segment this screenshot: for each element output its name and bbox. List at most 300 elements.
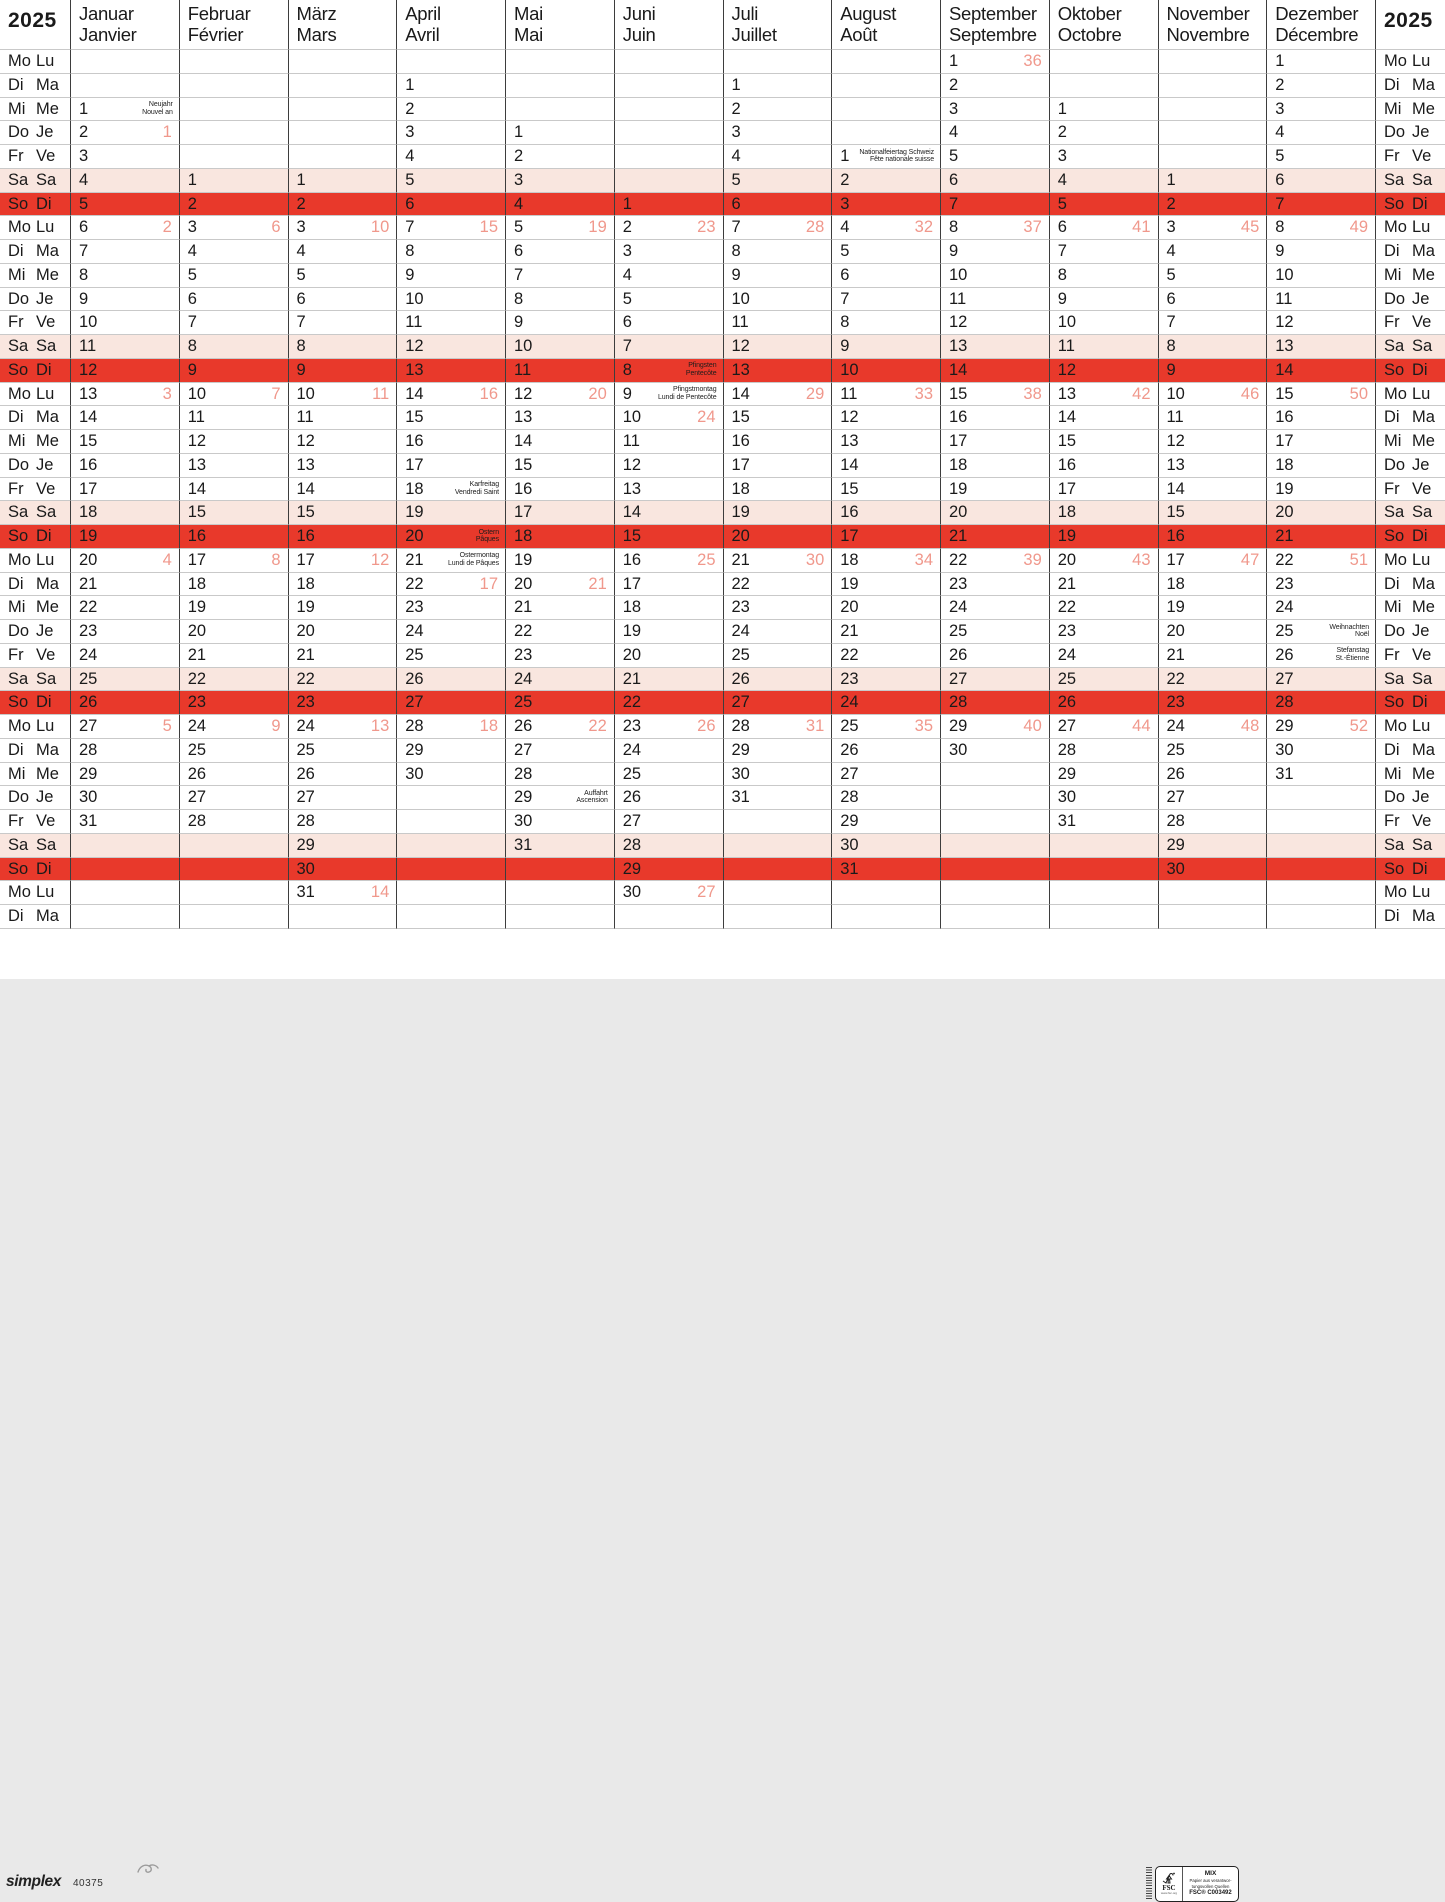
day-number: 11: [514, 360, 532, 379]
day-number: 26: [1057, 693, 1077, 712]
day-number: 5: [1166, 265, 1176, 284]
day-number: 7: [622, 337, 632, 356]
day-cell: [831, 644, 940, 668]
weekday-label-left: Mo Lu: [0, 216, 70, 240]
day-cell: [940, 786, 1049, 810]
day-cell: [1158, 454, 1267, 478]
day-number: 7: [296, 313, 306, 332]
day-number: 20: [1166, 622, 1185, 641]
day-number: 22: [514, 622, 533, 641]
day-number: 19: [296, 598, 315, 617]
day-number: 9: [622, 384, 632, 403]
day-cell: [831, 264, 940, 288]
day-cell: [505, 739, 614, 763]
day-cell: [396, 216, 505, 240]
day-cell: [940, 288, 1049, 312]
day-number: 7: [187, 313, 197, 332]
weekday-label-right: Mo Lu: [1375, 383, 1445, 407]
day-number: 11: [731, 313, 749, 332]
week-number: 9: [271, 717, 281, 736]
day-cell: [505, 858, 614, 882]
weekday-label-right: Mo Lu: [1375, 216, 1445, 240]
day-cell: [1266, 50, 1375, 74]
week-number: 26: [697, 717, 716, 736]
day-number: 15: [622, 527, 642, 546]
day-number: 28: [949, 693, 968, 712]
day-number: 17: [622, 574, 642, 593]
day-cell: [179, 881, 288, 905]
day-cell: [940, 715, 1049, 739]
day-cell: [70, 74, 179, 98]
day-cell: [831, 810, 940, 834]
day-number: 5: [79, 194, 89, 213]
day-number: 16: [514, 479, 533, 498]
day-number: 2: [622, 218, 632, 237]
day-cell: [614, 335, 723, 359]
day-cell: [1266, 525, 1375, 549]
day-number: 19: [187, 598, 207, 617]
holiday-label: Auffahrt Ascension: [576, 789, 608, 805]
week-number: 10: [370, 218, 390, 237]
day-cell: [614, 786, 723, 810]
day-number: 28: [840, 788, 859, 807]
day-number: 19: [622, 622, 642, 641]
day-number: 27: [840, 764, 859, 783]
day-cell: [288, 121, 397, 145]
day-number: 22: [405, 574, 424, 593]
weekday-label-right: Sa Sa: [1375, 834, 1445, 858]
weekday-label-right: So Di: [1375, 525, 1445, 549]
weekday-label-right: Mo Lu: [1375, 50, 1445, 74]
day-number: 28: [514, 764, 533, 783]
day-number: 12: [79, 360, 98, 379]
day-cell: [70, 858, 179, 882]
day-number: 31: [1057, 812, 1077, 831]
day-cell: [179, 573, 288, 597]
day-number: 22: [622, 693, 642, 712]
weekday-label-left: Sa Sa: [0, 834, 70, 858]
day-cell: [940, 763, 1049, 787]
day-cell: [1266, 193, 1375, 217]
day-number: 10: [622, 408, 642, 427]
day-number: 31: [296, 883, 315, 902]
week-number: 11: [372, 384, 390, 403]
day-number: 14: [1166, 479, 1185, 498]
weekday-label-left: Do Je: [0, 786, 70, 810]
day-number: 26: [514, 717, 533, 736]
day-cell: [831, 501, 940, 525]
day-number: 26: [731, 669, 750, 688]
day-cell: [940, 810, 1049, 834]
day-cell: [940, 193, 1049, 217]
day-cell: [179, 858, 288, 882]
day-cell: [288, 834, 397, 858]
day-cell: [288, 454, 397, 478]
day-cell: [288, 335, 397, 359]
day-number: 21: [1166, 645, 1185, 664]
day-number: 1: [79, 99, 89, 118]
day-cell: [1049, 98, 1158, 122]
day-number: 1: [949, 52, 959, 70]
day-cell: [179, 739, 288, 763]
day-number: 23: [187, 693, 207, 712]
day-cell: [505, 620, 614, 644]
day-number: 1: [840, 147, 850, 166]
day-cell: [1266, 240, 1375, 264]
weekday-label-right: Mi Me: [1375, 98, 1445, 122]
day-number: 12: [514, 384, 533, 403]
day-cell: [179, 501, 288, 525]
day-cell: [1158, 596, 1267, 620]
week-number: 51: [1349, 550, 1368, 569]
day-cell: [70, 810, 179, 834]
day-cell: [831, 406, 940, 430]
day-cell: [614, 50, 723, 74]
day-cell: [288, 715, 397, 739]
day-cell: [179, 264, 288, 288]
day-cell: [179, 763, 288, 787]
day-number: 19: [731, 503, 750, 522]
day-number: 30: [731, 764, 750, 783]
day-cell: [1266, 644, 1375, 668]
weekday-label-right: Mi Me: [1375, 430, 1445, 454]
day-number: 6: [187, 289, 197, 308]
day-cell: [179, 359, 288, 383]
day-number: 23: [1166, 693, 1185, 712]
day-number: 3: [296, 218, 306, 237]
day-cell: [940, 169, 1049, 193]
day-cell: [505, 763, 614, 787]
calendar-grid: [0, 0, 1445, 929]
weekday-label-right: Di Ma: [1375, 240, 1445, 264]
day-cell: [288, 644, 397, 668]
day-cell: [614, 858, 723, 882]
day-number: 21: [840, 622, 859, 641]
day-number: 25: [1166, 740, 1185, 759]
day-cell: [1266, 406, 1375, 430]
day-cell: [505, 50, 614, 74]
day-cell: [614, 145, 723, 169]
weekday-label-left: Do Je: [0, 288, 70, 312]
day-cell: [723, 691, 832, 715]
day-cell: [505, 264, 614, 288]
day-number: 9: [187, 360, 197, 379]
day-cell: [940, 905, 1049, 929]
weekday-label-left: Mi Me: [0, 430, 70, 454]
day-number: 24: [622, 740, 642, 759]
day-cell: [70, 264, 179, 288]
day-cell: [940, 121, 1049, 145]
weekday-label-left: Di Ma: [0, 573, 70, 597]
day-number: 29: [79, 764, 98, 783]
day-number: 13: [731, 360, 750, 379]
day-cell: [1266, 430, 1375, 454]
week-number: 14: [370, 883, 390, 902]
day-cell: [396, 668, 505, 692]
day-number: 24: [1166, 717, 1185, 736]
day-number: 30: [622, 883, 642, 902]
day-cell: [505, 501, 614, 525]
day-cell: [70, 335, 179, 359]
day-number: 24: [1057, 645, 1077, 664]
day-number: 11: [949, 289, 967, 308]
day-number: 27: [1166, 788, 1185, 807]
day-number: 14: [1057, 408, 1077, 427]
day-cell: [614, 430, 723, 454]
day-cell: [1049, 573, 1158, 597]
day-cell: [396, 121, 505, 145]
day-number: 10: [405, 289, 424, 308]
day-number: 25: [1275, 622, 1294, 641]
day-number: 2: [296, 194, 306, 213]
day-cell: [1158, 264, 1267, 288]
weekday-label-left: Mo Lu: [0, 50, 70, 74]
day-number: 20: [79, 550, 98, 569]
day-cell: [1266, 335, 1375, 359]
day-cell: [288, 193, 397, 217]
day-number: 8: [187, 337, 197, 356]
day-cell: [179, 691, 288, 715]
day-cell: [396, 478, 505, 502]
day-number: 24: [949, 598, 968, 617]
day-number: 10: [1057, 313, 1077, 332]
day-cell: [831, 858, 940, 882]
week-number: 25: [697, 550, 716, 569]
day-number: 30: [79, 788, 98, 807]
day-cell: [505, 383, 614, 407]
day-cell: [288, 881, 397, 905]
day-cell: [396, 858, 505, 882]
day-cell: [70, 98, 179, 122]
day-number: 21: [1275, 527, 1294, 546]
holiday-label: Stefanstag St.-Étienne: [1335, 647, 1369, 662]
day-number: 3: [405, 123, 415, 142]
day-cell: [1158, 193, 1267, 217]
day-number: 9: [79, 289, 89, 308]
day-cell: [1158, 573, 1267, 597]
day-number: 8: [405, 242, 415, 261]
day-cell: [505, 169, 614, 193]
day-cell: [1049, 406, 1158, 430]
day-cell: [940, 74, 1049, 98]
day-number: 12: [187, 432, 207, 451]
day-cell: [614, 240, 723, 264]
fsc-text-line1: Papier aus verantwor-: [1189, 1877, 1232, 1883]
day-number: 5: [514, 218, 524, 237]
day-number: 19: [1275, 479, 1294, 498]
day-cell: [940, 264, 1049, 288]
day-number: 22: [296, 669, 315, 688]
day-cell: [723, 810, 832, 834]
day-cell: [1158, 525, 1267, 549]
day-number: 11: [79, 337, 97, 356]
weekday-label-right: Fr Ve: [1375, 311, 1445, 335]
day-cell: [614, 525, 723, 549]
day-number: 6: [731, 194, 741, 213]
day-cell: [505, 193, 614, 217]
holiday-label: Ostermontag Lundi de Pâques: [447, 552, 499, 567]
day-number: 7: [731, 218, 741, 237]
weekday-label-right: Fr Ve: [1375, 145, 1445, 169]
day-cell: [940, 501, 1049, 525]
year-title-left: 2025: [0, 0, 70, 50]
day-number: 8: [296, 337, 306, 356]
day-cell: [396, 810, 505, 834]
day-cell: [1266, 620, 1375, 644]
day-cell: [723, 74, 832, 98]
day-number: 6: [296, 289, 306, 308]
day-cell: [505, 691, 614, 715]
day-cell: [396, 74, 505, 98]
day-cell: [505, 145, 614, 169]
day-cell: [1158, 501, 1267, 525]
day-number: 31: [514, 835, 533, 854]
day-number: 20: [840, 598, 859, 617]
week-number: 38: [1023, 384, 1042, 403]
day-cell: [505, 288, 614, 312]
day-number: 26: [622, 788, 642, 807]
day-cell: [940, 383, 1049, 407]
day-cell: [505, 644, 614, 668]
day-number: 10: [731, 289, 750, 308]
day-cell: [179, 288, 288, 312]
day-number: 16: [622, 550, 642, 569]
week-number: 2: [162, 218, 172, 237]
day-cell: [723, 525, 832, 549]
day-number: 12: [405, 337, 424, 356]
weekday-label-right: Do Je: [1375, 620, 1445, 644]
day-cell: [1158, 905, 1267, 929]
day-cell: [396, 240, 505, 264]
day-cell: [288, 905, 397, 929]
day-cell: [1049, 786, 1158, 810]
fsc-text-line2: tungsvollen Quellen: [1191, 1883, 1230, 1889]
weekday-label-left: Fr Ve: [0, 311, 70, 335]
day-cell: [723, 359, 832, 383]
week-number: 41: [1132, 218, 1151, 237]
day-cell: [396, 383, 505, 407]
day-number: 2: [731, 99, 741, 118]
day-number: 5: [296, 265, 306, 284]
day-number: 27: [949, 669, 968, 688]
day-cell: [1049, 454, 1158, 478]
week-number: 29: [805, 384, 825, 403]
weekday-label-left: Sa Sa: [0, 169, 70, 193]
day-cell: [831, 288, 940, 312]
weekday-label-left: Fr Ve: [0, 644, 70, 668]
day-number: 26: [840, 740, 859, 759]
week-number: 7: [271, 384, 281, 403]
day-cell: [70, 193, 179, 217]
day-number: 29: [731, 740, 750, 759]
day-cell: [1158, 430, 1267, 454]
day-cell: [723, 834, 832, 858]
day-number: 17: [731, 455, 750, 474]
day-cell: [1266, 834, 1375, 858]
day-number: 17: [949, 432, 968, 451]
day-number: 2: [949, 75, 959, 94]
day-number: 3: [1166, 218, 1176, 237]
day-number: 29: [514, 788, 533, 807]
day-number: 31: [731, 788, 750, 807]
day-number: 11: [1275, 289, 1293, 308]
day-number: 7: [1057, 242, 1067, 261]
day-cell: [505, 240, 614, 264]
day-number: 5: [1275, 147, 1285, 166]
day-number: 20: [514, 574, 533, 593]
weekday-label-left: So Di: [0, 359, 70, 383]
day-number: 2: [840, 170, 850, 189]
holiday-label: Nationalfeiertag Schweiz Fête nationale suisse: [859, 148, 934, 164]
day-number: 22: [1166, 669, 1185, 688]
week-number: 44: [1132, 717, 1151, 736]
day-number: 19: [514, 550, 533, 569]
day-number: 3: [1275, 99, 1285, 118]
day-cell: [940, 858, 1049, 882]
day-cell: [831, 715, 940, 739]
day-number: 25: [405, 645, 424, 664]
day-cell: [288, 50, 397, 74]
day-number: 14: [840, 455, 859, 474]
day-cell: [723, 478, 832, 502]
day-number: 5: [187, 265, 197, 284]
day-number: 19: [405, 503, 424, 522]
day-cell: [831, 240, 940, 264]
weekday-label-right: Di Ma: [1375, 905, 1445, 929]
day-cell: [1049, 596, 1158, 620]
day-cell: [1158, 406, 1267, 430]
day-number: 8: [514, 289, 524, 308]
day-number: 26: [187, 764, 207, 783]
day-cell: [70, 691, 179, 715]
day-number: 11: [405, 313, 423, 332]
month-header: Mai Mai: [505, 0, 614, 50]
day-number: 20: [949, 503, 968, 522]
day-cell: [614, 406, 723, 430]
weekday-label-right: Di Ma: [1375, 739, 1445, 763]
month-header: Juli Juillet: [723, 0, 832, 50]
day-number: 25: [296, 740, 315, 759]
day-number: 5: [949, 147, 959, 166]
day-cell: [396, 288, 505, 312]
day-number: 4: [187, 242, 197, 261]
month-header: September Septembre: [940, 0, 1049, 50]
day-cell: [505, 406, 614, 430]
day-cell: [614, 169, 723, 193]
day-cell: [1266, 715, 1375, 739]
day-cell: [723, 501, 832, 525]
day-cell: [1049, 216, 1158, 240]
day-cell: [1049, 834, 1158, 858]
day-number: 18: [1057, 503, 1077, 522]
day-number: 1: [514, 123, 524, 142]
day-cell: [1158, 810, 1267, 834]
day-cell: [70, 786, 179, 810]
day-cell: [396, 763, 505, 787]
day-number: 13: [622, 479, 642, 498]
day-cell: [505, 359, 614, 383]
day-number: 20: [296, 622, 315, 641]
day-number: 7: [949, 194, 959, 213]
day-cell: [1266, 691, 1375, 715]
week-number: 8: [271, 550, 281, 569]
day-number: 2: [1166, 194, 1176, 213]
weekday-label-left: Mo Lu: [0, 549, 70, 573]
day-cell: [831, 50, 940, 74]
day-cell: [505, 216, 614, 240]
day-cell: [723, 406, 832, 430]
day-number: 18: [187, 574, 207, 593]
